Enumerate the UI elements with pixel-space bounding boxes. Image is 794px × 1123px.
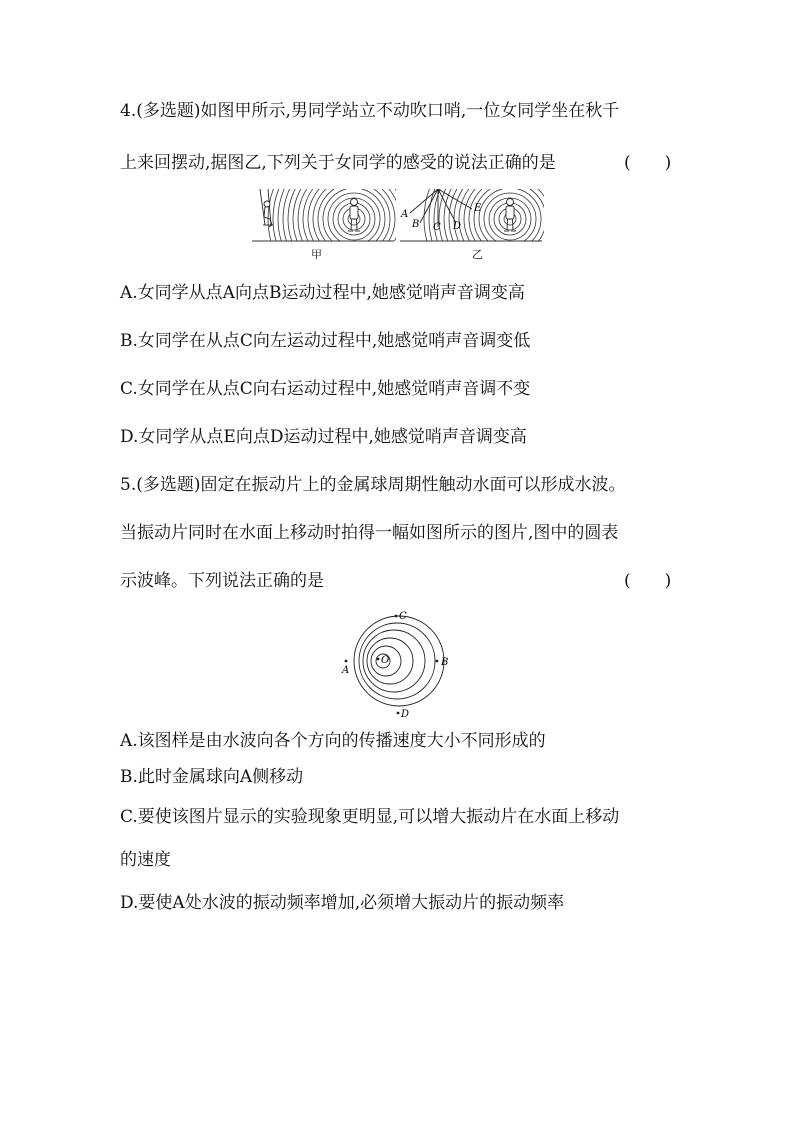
q5-option-c-continued: 的速度: [120, 850, 171, 870]
figure-jia-caption: 甲: [311, 248, 322, 261]
label-b: B: [441, 657, 449, 668]
point-a-dot: [345, 660, 348, 663]
point-o-dot: [377, 658, 380, 661]
q4-figure-yi: [398, 189, 544, 263]
label-o: O: [381, 655, 390, 666]
q5-answer-bracket: ( ): [624, 571, 672, 591]
label-a: A: [342, 665, 350, 676]
q5-option-a: A.该图样是由水波向各个方向的传播速度大小不同形成的: [120, 731, 546, 751]
q5-stem-line-2: 当振动片同时在水面上移动时拍得一幅如图所示的图片,图中的圆表: [120, 523, 619, 543]
q5-option-b: B.此时金属球向A侧移动: [120, 767, 304, 787]
label-a: A: [401, 209, 409, 220]
sound-wave-figure-jia: [250, 189, 396, 263]
label-c: C: [433, 222, 441, 233]
label-c: C: [399, 611, 407, 622]
q5-stem-line-3: 示波峰。下列说法正确的是: [120, 571, 324, 591]
label-b: B: [412, 219, 420, 230]
q4-option-b: B.女同学在从点C向左运动过程中,她感觉哨声音调变低: [120, 331, 531, 351]
figure-yi-caption: 乙: [472, 248, 483, 261]
label-d: D: [453, 221, 462, 232]
q4-answer-bracket: ( ): [624, 153, 672, 173]
point-b-dot: [436, 660, 439, 663]
q4-figure-jia: [250, 189, 396, 263]
sound-wave-figure-yi: [398, 189, 544, 263]
q5-option-d: D.要使A处水波的振动频率增加,必须增大振动片的振动频率: [120, 893, 565, 913]
q4-stem-line-2: 上来回摆动,据图乙,下列关于女同学的感受的说法正确的是: [120, 153, 556, 173]
q5-stem-line-1: 5.(多选题)固定在振动片上的金属球周期性触动水面可以形成水波。: [120, 475, 626, 495]
label-d: D: [401, 709, 410, 720]
q4-option-a: A.女同学从点A向点B运动过程中,她感觉哨声音调变高: [120, 283, 525, 303]
q4-option-d: D.女同学从点E向点D运动过程中,她感觉哨声音调变高: [120, 427, 527, 447]
q4-stem-line-1: 4.(多选题)如图甲所示,男同学站立不动吹口哨,一位女同学坐在秋千: [120, 101, 620, 121]
q4-option-c: C.女同学在从点C向右运动过程中,她感觉哨声音调不变: [120, 379, 531, 399]
label-e: E: [474, 203, 482, 214]
q5-option-c: C.要使该图片显示的实验现象更明显,可以增大振动片在水面上移动: [120, 807, 620, 827]
q5-wave-figure: [336, 605, 460, 723]
ripple-circles: [336, 605, 460, 723]
point-d-dot: [397, 712, 400, 715]
point-c-dot: [395, 615, 398, 618]
